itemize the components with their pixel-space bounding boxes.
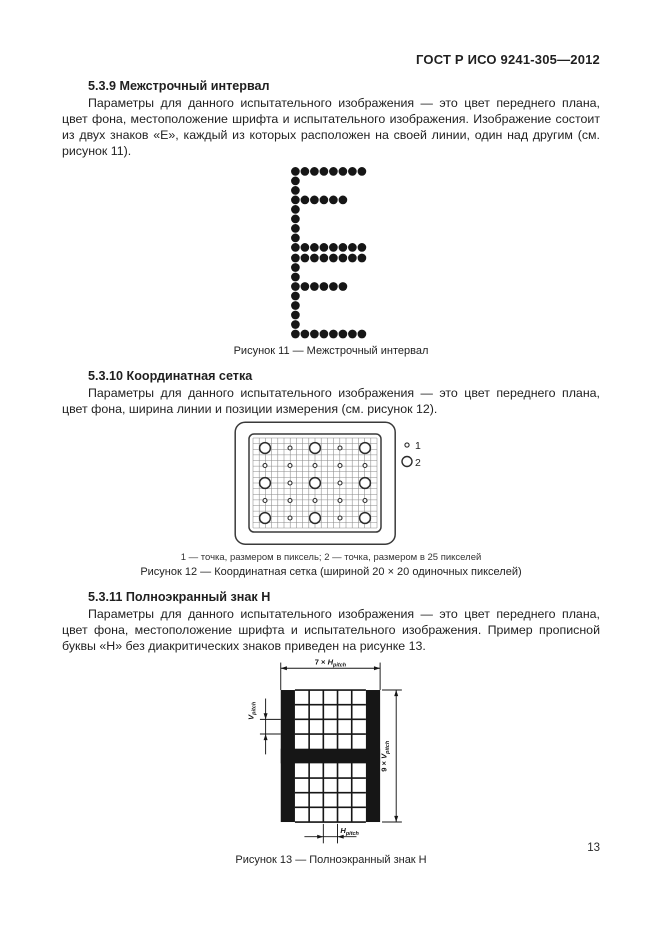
e-dot <box>329 167 338 176</box>
dimension-width <box>281 657 380 690</box>
e-dot <box>348 243 357 252</box>
small-point-marker <box>338 481 342 485</box>
e-dot <box>291 311 300 320</box>
e-dot <box>320 196 329 205</box>
e-dot <box>358 243 367 252</box>
large-point-marker <box>309 513 320 524</box>
small-point-marker <box>288 446 292 450</box>
e-dot <box>291 243 300 252</box>
figure-11 <box>62 167 600 339</box>
small-point-marker <box>313 499 317 503</box>
small-point-marker <box>363 499 367 503</box>
dimension-vpitch <box>246 699 280 755</box>
e-dot <box>329 282 338 291</box>
section-5-3-11 <box>62 590 600 654</box>
letter-e-dot-matrix-figure <box>291 167 371 339</box>
e-dot <box>291 167 300 176</box>
h-stroke-bar <box>281 749 380 764</box>
legend-small-dot-icon <box>404 443 408 447</box>
e-dot <box>301 282 310 291</box>
small-point-marker <box>338 516 342 520</box>
section-paragraph-5-3-10: Параметры для данного испытательного изображения — это цвет переднего плана, цвет фона, ширина линии и позиции измерения (см. рисунок 12). <box>62 386 600 416</box>
legend-label-2: 2 <box>414 457 421 469</box>
dot-matrix-dots <box>291 167 366 338</box>
e-dot <box>291 254 300 263</box>
dimension-hpitch <box>304 824 359 843</box>
e-dot <box>310 330 319 339</box>
e-dot <box>320 330 329 339</box>
figure-12-caption: Рисунок 12 — Координатная сетка (шириной 20 × 20 одиночных пикселей) <box>140 566 522 578</box>
large-point-marker <box>259 478 270 489</box>
small-point-marker <box>313 464 317 468</box>
section-paragraph-5-3-9: Параметры для данного испытательного изображения — это цвет переднего плана, цвет фона, местоположение шрифта и испытательного изображения. Изображение состоит из двух знаков «Е», каждый из которых расположен на своей линии, один над другим (см. рисунок 11). <box>62 96 600 158</box>
small-point-marker <box>288 516 292 520</box>
e-dot <box>291 301 300 310</box>
e-dot <box>291 282 300 291</box>
e-dot <box>358 254 367 263</box>
e-dot <box>291 234 300 243</box>
e-dot <box>301 330 310 339</box>
e-dot <box>320 243 329 252</box>
small-point-marker <box>363 464 367 468</box>
e-dot <box>320 167 329 176</box>
e-dot <box>291 186 300 195</box>
e-dot <box>339 167 348 176</box>
e-dot <box>348 167 357 176</box>
figure-13-caption: Рисунок 13 — Полноэкранный знак Н <box>235 854 427 866</box>
e-dot <box>291 263 300 272</box>
section-heading-5-3-10: 5.3.10 Координатная сетка <box>88 369 253 383</box>
large-point-marker <box>309 443 320 454</box>
hpitch-label: $H_{pitch}$ <box>340 825 359 837</box>
e-dot <box>339 330 348 339</box>
figure-12 <box>62 421 600 547</box>
e-dot <box>301 196 310 205</box>
small-point-marker <box>288 499 292 503</box>
e-dot <box>301 243 310 252</box>
large-point-marker <box>359 443 370 454</box>
large-point-marker <box>259 513 270 524</box>
e-dot <box>310 196 319 205</box>
e-dot <box>358 167 367 176</box>
e-dot <box>291 330 300 339</box>
figure-12-legend <box>402 440 421 469</box>
e-dot <box>310 167 319 176</box>
page-number: 13 <box>587 842 600 854</box>
e-dot <box>348 330 357 339</box>
e-dot <box>329 330 338 339</box>
section-5-3-10 <box>62 369 600 417</box>
small-point-marker <box>263 464 267 468</box>
e-dot <box>320 254 329 263</box>
small-point-marker <box>338 499 342 503</box>
h-character-grid <box>281 690 380 822</box>
section-heading-5-3-9: 5.3.9 Межстрочный интервал <box>88 79 270 93</box>
e-dot <box>329 254 338 263</box>
section-heading-5-3-11: 5.3.11 Полноэкранный знак Н <box>88 590 271 604</box>
e-dot <box>320 282 329 291</box>
e-dot <box>339 254 348 263</box>
section-5-3-9 <box>62 79 600 159</box>
full-screen-h-figure <box>241 654 435 850</box>
figure-12-footnote: 1 — точка, размером в пиксель; 2 — точка, размером в 25 пикселей <box>180 552 482 563</box>
dimension-height <box>380 690 402 822</box>
small-point-marker <box>263 499 267 503</box>
e-dot <box>291 273 300 282</box>
e-dot <box>291 205 300 214</box>
e-dot <box>291 320 300 329</box>
legend-large-dot-icon <box>402 457 412 467</box>
large-point-marker <box>309 478 320 489</box>
e-dot <box>339 243 348 252</box>
document-header: ГОСТ Р ИСО 9241-305—2012 <box>415 52 600 67</box>
coordinate-grid-figure <box>234 421 459 547</box>
e-dot <box>329 243 338 252</box>
figure-13 <box>62 654 600 850</box>
small-point-marker <box>338 464 342 468</box>
large-point-marker <box>359 478 370 489</box>
e-dot <box>358 330 367 339</box>
e-dot <box>291 292 300 301</box>
small-point-marker <box>288 481 292 485</box>
e-dot <box>310 282 319 291</box>
e-dot <box>291 215 300 224</box>
e-dot <box>339 282 348 291</box>
large-point-marker <box>359 513 370 524</box>
small-point-marker <box>288 464 292 468</box>
e-dot <box>291 196 300 205</box>
e-dot <box>291 177 300 186</box>
section-paragraph-5-3-11: Параметры для данного испытательного изображения — это цвет переднего плана, цвет фона, местоположение шрифта и испытательного изображения. Пример прописной буквы «Н» без диакритических знаков приведен на рисунке 13. <box>62 607 600 653</box>
legend-label-1: 1 <box>414 440 421 452</box>
e-dot <box>310 254 319 263</box>
large-point-marker <box>259 443 270 454</box>
e-dot <box>291 224 300 233</box>
height-label: $9 \times V_{pitch}$ <box>379 740 391 772</box>
width-label: $7 \times H_{pitch}$ <box>314 657 347 669</box>
figure-11-caption: Рисунок 11 — Межстрочный интервал <box>233 345 429 357</box>
vpitch-label: $V_{pitch}$ <box>246 701 258 720</box>
e-dot <box>339 196 348 205</box>
e-dot <box>329 196 338 205</box>
small-point-marker <box>338 446 342 450</box>
e-dot <box>301 254 310 263</box>
e-dot <box>310 243 319 252</box>
e-dot <box>301 167 310 176</box>
e-dot <box>348 254 357 263</box>
